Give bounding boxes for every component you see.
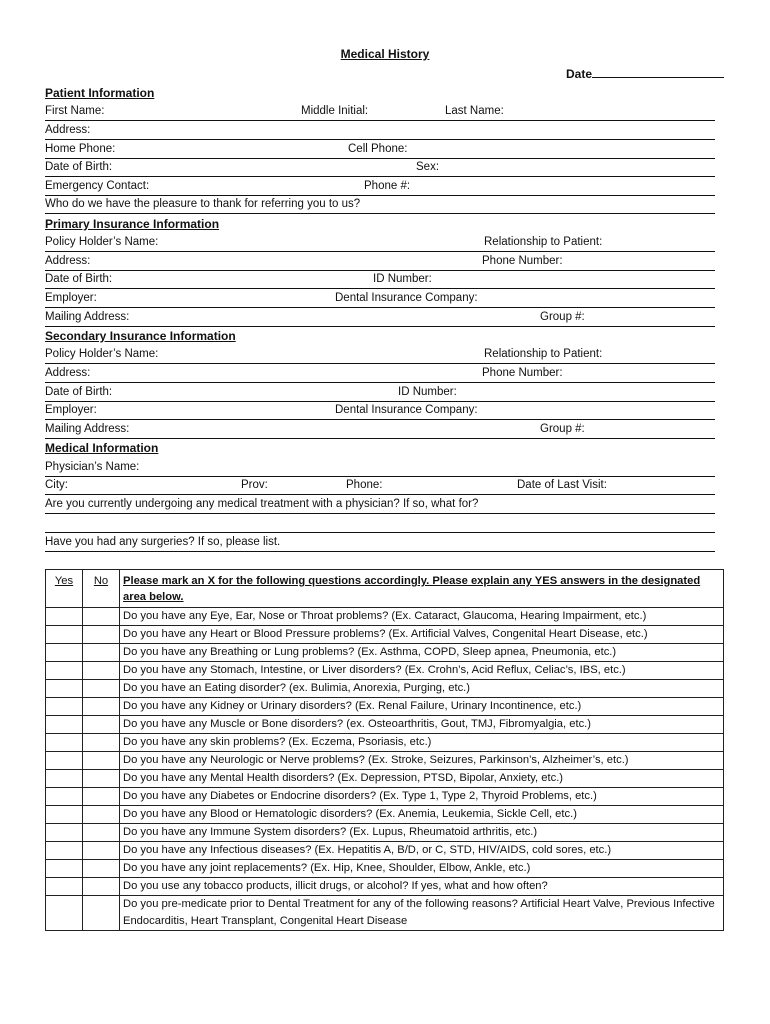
section-secondary-insurance: Secondary Insurance Information — [45, 329, 236, 343]
question-text: Do you pre-medicate prior to Dental Treatment for any of the following reasons? Artificial Heart Valve, Previous Infective Endocarditis, Heart Transplant, Congenital Heart Disease — [120, 896, 724, 931]
question-text: Do you use any tobacco products, illicit drugs, or alcohol? If yes, what and how often? — [120, 878, 724, 896]
no-checkbox-cell[interactable] — [83, 734, 120, 752]
secondary-address-label: Address: — [45, 367, 91, 379]
table-row — [46, 860, 724, 878]
primary-employer-label: Employer: — [45, 292, 97, 304]
question-text: Do you have any Eye, Ear, Nose or Throat problems? (Ex. Cataract, Glaucoma, Hearing Impairment, etc.) — [120, 608, 724, 626]
primary-id-number-label: ID Number: — [373, 273, 432, 285]
page-title: Medical History — [340, 47, 430, 61]
no-column-header: No — [83, 570, 120, 608]
yes-checkbox-cell[interactable] — [46, 896, 83, 931]
question-text: Do you have any skin problems? (Ex. Eczema, Psoriasis, etc.) — [120, 734, 724, 752]
last-name-label: Last Name: — [445, 105, 504, 117]
no-checkbox-cell[interactable] — [83, 896, 120, 931]
no-checkbox-cell[interactable] — [83, 698, 120, 716]
yes-checkbox-cell[interactable] — [46, 608, 83, 626]
primary-dob-row[interactable] — [45, 270, 715, 289]
table-row — [46, 896, 724, 931]
no-checkbox-cell[interactable] — [83, 662, 120, 680]
first-name-label: First Name: — [45, 105, 105, 117]
question-text: Do you have any Heart or Blood Pressure problems? (Ex. Artificial Valves, Congenital Heart Disease, etc.) — [120, 626, 724, 644]
table-row — [46, 644, 724, 662]
date-input-line[interactable] — [592, 66, 724, 78]
table-row — [46, 824, 724, 842]
secondary-dental-company-label: Dental Insurance Company: — [335, 404, 478, 416]
question-text: Do you have any Immune System disorders? (Ex. Lupus, Rheumatoid arthritis, etc.) — [120, 824, 724, 842]
patient-address-row[interactable] — [45, 121, 715, 140]
table-row — [46, 752, 724, 770]
yes-checkbox-cell[interactable] — [46, 626, 83, 644]
address-label: Address: — [45, 124, 91, 136]
secondary-dob-row[interactable] — [45, 383, 715, 402]
primary-address-row[interactable] — [45, 252, 715, 271]
yes-checkbox-cell[interactable] — [46, 788, 83, 806]
primary-phone-number-label: Phone Number: — [482, 255, 563, 267]
physician-phone-label: Phone: — [346, 479, 383, 491]
questions-instructions: Please mark an X for the following questions accordingly. Please explain any YES answers in the designated area below. — [120, 570, 724, 608]
secondary-holder-label: Policy Holder’s Name: — [45, 348, 159, 360]
emergency-contact-label: Emergency Contact: — [45, 180, 150, 192]
secondary-mailing-label: Mailing Address: — [45, 423, 130, 435]
no-checkbox-cell[interactable] — [83, 608, 120, 626]
prov-label: Prov: — [241, 479, 268, 491]
table-row — [46, 662, 724, 680]
primary-address-label: Address: — [45, 255, 91, 267]
patient-phone-row[interactable] — [45, 140, 715, 159]
patient-name-row[interactable] — [45, 102, 715, 121]
secondary-employer-row[interactable] — [45, 401, 715, 420]
primary-mailing-row[interactable] — [45, 308, 715, 327]
referral-label: Who do we have the pleasure to thank for referring you to us? — [45, 198, 361, 210]
primary-holder-row[interactable] — [45, 233, 715, 252]
yes-checkbox-cell[interactable] — [46, 680, 83, 698]
emergency-phone-label: Phone #: — [364, 180, 411, 192]
question-text: Do you have an Eating disorder? (ex. Bulimia, Anorexia, Purging, etc.) — [120, 680, 724, 698]
yes-checkbox-cell[interactable] — [46, 878, 83, 896]
table-row — [46, 698, 724, 716]
medical-questions-table — [45, 569, 724, 931]
no-checkbox-cell[interactable] — [83, 806, 120, 824]
physician-city-row[interactable] — [45, 476, 715, 495]
date-label: Date — [566, 67, 593, 81]
no-checkbox-cell[interactable] — [83, 788, 120, 806]
table-row — [46, 608, 724, 626]
yes-checkbox-cell[interactable] — [46, 842, 83, 860]
last-visit-label: Date of Last Visit: — [517, 479, 607, 491]
question-text: Do you have any Stomach, Intestine, or Liver disorders? (Ex. Crohn’s, Acid Reflux, Celiac’s, IBS, etc.) — [120, 662, 724, 680]
no-checkbox-cell[interactable] — [83, 824, 120, 842]
primary-group-label: Group #: — [540, 311, 585, 323]
city-label: City: — [45, 479, 68, 491]
secondary-employer-label: Employer: — [45, 404, 97, 416]
yes-checkbox-cell[interactable] — [46, 644, 83, 662]
sex-label: Sex: — [416, 161, 440, 173]
physician-label: Physician’s Name: — [45, 461, 140, 473]
patient-dob-row[interactable] — [45, 158, 715, 177]
primary-mailing-label: Mailing Address: — [45, 311, 130, 323]
table-header-row — [46, 570, 724, 608]
table-row — [46, 716, 724, 734]
emergency-contact-row[interactable] — [45, 177, 715, 196]
question-text: Do you have any Diabetes or Endocrine disorders? (Ex. Type 1, Type 2, Thyroid Problems, etc.) — [120, 788, 724, 806]
primary-employer-row[interactable] — [45, 289, 715, 308]
no-checkbox-cell[interactable] — [83, 644, 120, 662]
no-checkbox-cell[interactable] — [83, 626, 120, 644]
dob-label: Date of Birth: — [45, 161, 113, 173]
no-checkbox-cell[interactable] — [83, 716, 120, 734]
secondary-phone-number-label: Phone Number: — [482, 367, 563, 379]
yes-checkbox-cell[interactable] — [46, 806, 83, 824]
secondary-group-label: Group #: — [540, 423, 585, 435]
treatment-extra-line[interactable] — [45, 514, 715, 533]
yes-checkbox-cell[interactable] — [46, 770, 83, 788]
no-checkbox-cell[interactable] — [83, 878, 120, 896]
primary-dob-label: Date of Birth: — [45, 273, 113, 285]
yes-checkbox-cell[interactable] — [46, 752, 83, 770]
treatment-label: Are you currently undergoing any medical treatment with a physician? If so, what for? — [45, 498, 479, 510]
yes-checkbox-cell[interactable] — [46, 824, 83, 842]
surgeries-row[interactable] — [45, 533, 715, 552]
date-field[interactable] — [566, 66, 724, 81]
section-primary-insurance: Primary Insurance Information — [45, 217, 220, 231]
no-checkbox-cell[interactable] — [83, 860, 120, 878]
yes-column-header: Yes — [46, 570, 83, 608]
yes-checkbox-cell[interactable] — [46, 716, 83, 734]
no-checkbox-cell[interactable] — [83, 770, 120, 788]
question-text: Do you have any Neurologic or Nerve problems? (Ex. Stroke, Seizures, Parkinson’s, Alzheimer’s, etc.) — [120, 752, 724, 770]
home-phone-label: Home Phone: — [45, 143, 116, 155]
secondary-relationship-label: Relationship to Patient: — [484, 348, 603, 360]
primary-relationship-label: Relationship to Patient: — [484, 236, 603, 248]
yes-checkbox-cell[interactable] — [46, 734, 83, 752]
question-text: Do you have any Muscle or Bone disorders? (ex. Osteoarthritis, Gout, TMJ, Fibromyalgia, etc.) — [120, 716, 724, 734]
surgeries-label: Have you had any surgeries? If so, please list. — [45, 536, 281, 548]
section-medical-information: Medical Information — [45, 441, 159, 455]
physician-row[interactable] — [45, 458, 715, 477]
no-checkbox-cell[interactable] — [83, 842, 120, 860]
primary-dental-company-label: Dental Insurance Company: — [335, 292, 478, 304]
question-text: Do you have any Mental Health disorders? (Ex. Depression, PTSD, Bipolar, Anxiety, etc.) — [120, 770, 724, 788]
yes-checkbox-cell[interactable] — [46, 860, 83, 878]
secondary-dob-label: Date of Birth: — [45, 386, 113, 398]
table-row — [46, 806, 724, 824]
secondary-id-number-label: ID Number: — [398, 386, 457, 398]
cell-phone-label: Cell Phone: — [348, 143, 408, 155]
table-row — [46, 734, 724, 752]
question-text: Do you have any Blood or Hematologic disorders? (Ex. Anemia, Leukemia, Sickle Cell, etc.) — [120, 806, 724, 824]
question-text: Do you have any joint replacements? (Ex. Hip, Knee, Shoulder, Elbow, Ankle, etc.) — [120, 860, 724, 878]
table-row — [46, 626, 724, 644]
table-row — [46, 878, 724, 896]
no-checkbox-cell[interactable] — [83, 752, 120, 770]
yes-checkbox-cell[interactable] — [46, 662, 83, 680]
table-row — [46, 680, 724, 698]
primary-holder-label: Policy Holder’s Name: — [45, 236, 159, 248]
table-row — [46, 770, 724, 788]
secondary-holder-row[interactable] — [45, 345, 715, 364]
question-text: Do you have any Infectious diseases? (Ex. Hepatitis A, B/D, or C, STD, HIV/AIDS, cold sores, etc.) — [120, 842, 724, 860]
yes-checkbox-cell[interactable] — [46, 698, 83, 716]
secondary-address-row[interactable] — [45, 364, 715, 383]
secondary-mailing-row[interactable] — [45, 420, 715, 439]
table-row — [46, 788, 724, 806]
referral-row[interactable] — [45, 195, 715, 214]
section-patient-information: Patient Information — [45, 86, 155, 100]
middle-initial-label: Middle Initial: — [301, 105, 369, 117]
table-row — [46, 842, 724, 860]
no-checkbox-cell[interactable] — [83, 680, 120, 698]
treatment-row[interactable] — [45, 495, 715, 514]
question-text: Do you have any Kidney or Urinary disorders? (Ex. Renal Failure, Urinary Incontinence, etc.) — [120, 698, 724, 716]
question-text: Do you have any Breathing or Lung problems? (Ex. Asthma, COPD, Sleep apnea, Pneumonia, etc.) — [120, 644, 724, 662]
